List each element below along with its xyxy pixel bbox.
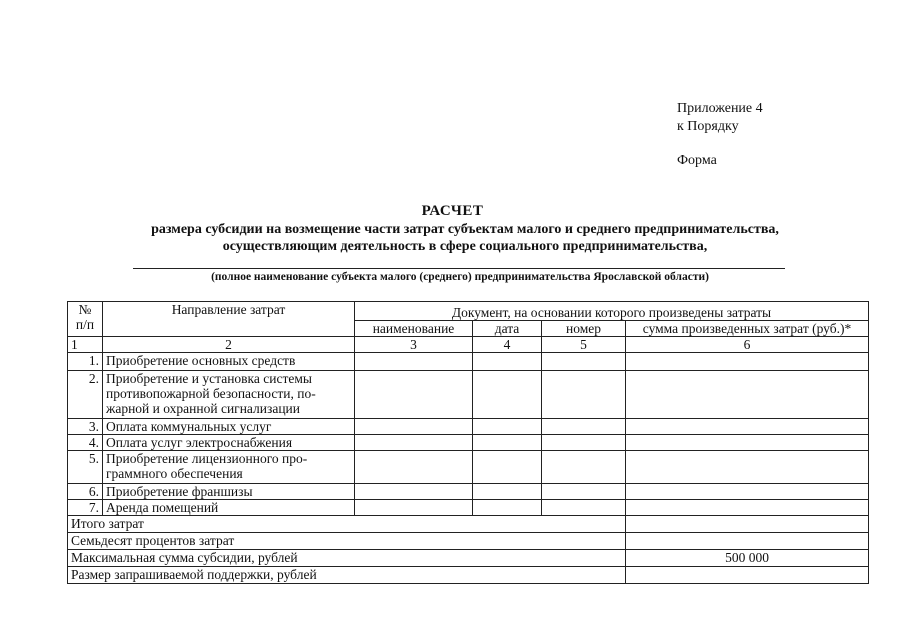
subtitle-line-2: осуществляющим деятельность в сфере социального предпринимательства, bbox=[222, 239, 708, 254]
doc-date-cell[interactable] bbox=[473, 451, 542, 484]
doc-date-cell[interactable] bbox=[473, 353, 542, 371]
table-row bbox=[68, 353, 869, 371]
doc-date-cell[interactable] bbox=[473, 500, 542, 516]
total-label: Итого затрат bbox=[68, 516, 626, 533]
doc-number-cell[interactable] bbox=[542, 451, 626, 484]
doc-number-cell[interactable] bbox=[542, 435, 626, 451]
index-cell: 2 bbox=[103, 337, 355, 353]
row-number: 3. bbox=[68, 419, 103, 435]
cost-calculation-table bbox=[67, 301, 869, 584]
entity-name-caption: (полное наименование субъекта малого (среднего) предпринимательства Ярославской области) bbox=[211, 271, 709, 283]
entity-name-fill-line bbox=[133, 268, 785, 269]
row-label: Оплата коммунальных услуг bbox=[103, 419, 355, 435]
row-label: Оплата услуг электроснабжения bbox=[103, 435, 355, 451]
header-document-group: Документ, на основании которого произведены затраты bbox=[355, 302, 869, 321]
table-header-row bbox=[68, 302, 869, 321]
total-value-cell[interactable] bbox=[626, 516, 869, 533]
amount-cell[interactable] bbox=[626, 484, 869, 500]
table-index-row bbox=[68, 337, 869, 353]
doc-number-cell[interactable] bbox=[542, 353, 626, 371]
row-number: 6. bbox=[68, 484, 103, 500]
doc-name-cell[interactable] bbox=[355, 419, 473, 435]
table-row bbox=[68, 435, 869, 451]
amount-cell[interactable] bbox=[626, 435, 869, 451]
table-row bbox=[68, 419, 869, 435]
doc-date-cell[interactable] bbox=[473, 484, 542, 500]
row-number: 7. bbox=[68, 500, 103, 516]
row-label: Приобретение основных средств bbox=[103, 353, 355, 371]
amount-cell[interactable] bbox=[626, 451, 869, 484]
doc-date-cell[interactable] bbox=[473, 435, 542, 451]
max-subsidy-row bbox=[68, 550, 869, 567]
appendix-number: Приложение 4 bbox=[677, 101, 763, 116]
max-subsidy-value: 500 000 bbox=[626, 550, 869, 567]
seventy-percent-row bbox=[68, 533, 869, 550]
table-row bbox=[68, 371, 869, 419]
index-cell: 6 bbox=[626, 337, 869, 353]
doc-number-cell[interactable] bbox=[542, 500, 626, 516]
header-direction: Направление затрат bbox=[103, 302, 355, 337]
index-cell: 5 bbox=[542, 337, 626, 353]
doc-name-cell[interactable] bbox=[355, 353, 473, 371]
amount-cell[interactable] bbox=[626, 353, 869, 371]
row-number: 5. bbox=[68, 451, 103, 484]
document-subtitle bbox=[70, 221, 860, 255]
row-label: Приобретение и установка системы противопожарной безопасности, по-жарной и охранной сигнализации bbox=[103, 371, 355, 419]
requested-support-value-cell[interactable] bbox=[626, 567, 869, 584]
row-label: Аренда помещений bbox=[103, 500, 355, 516]
doc-name-cell[interactable] bbox=[355, 451, 473, 484]
amount-cell[interactable] bbox=[626, 500, 869, 516]
doc-date-cell[interactable] bbox=[473, 419, 542, 435]
header-doc-name: наименование bbox=[355, 321, 473, 337]
total-row bbox=[68, 516, 869, 533]
seventy-percent-label: Семьдесят процентов затрат bbox=[68, 533, 626, 550]
header-doc-date: дата bbox=[473, 321, 542, 337]
seventy-percent-value-cell[interactable] bbox=[626, 533, 869, 550]
form-label: Форма bbox=[677, 153, 717, 168]
index-cell: 4 bbox=[473, 337, 542, 353]
table-row bbox=[68, 484, 869, 500]
row-number: 1. bbox=[68, 353, 103, 371]
amount-cell[interactable] bbox=[626, 419, 869, 435]
doc-number-cell[interactable] bbox=[542, 371, 626, 419]
max-subsidy-label: Максимальная сумма субсидии, рублей bbox=[68, 550, 626, 567]
requested-support-label: Размер запрашиваемой поддержки, рублей bbox=[68, 567, 626, 584]
row-label: Приобретение лицензионного про-граммного обеспечения bbox=[103, 451, 355, 484]
index-cell: 1 bbox=[68, 337, 103, 353]
doc-name-cell[interactable] bbox=[355, 435, 473, 451]
requested-support-row bbox=[68, 567, 869, 584]
document-title: РАСЧЕТ bbox=[421, 203, 484, 219]
header-doc-number: номер bbox=[542, 321, 626, 337]
index-cell: 3 bbox=[355, 337, 473, 353]
doc-date-cell[interactable] bbox=[473, 371, 542, 419]
table-row bbox=[68, 451, 869, 484]
doc-number-cell[interactable] bbox=[542, 484, 626, 500]
row-number: 2. bbox=[68, 371, 103, 419]
amount-cell[interactable] bbox=[626, 371, 869, 419]
doc-name-cell[interactable] bbox=[355, 500, 473, 516]
header-num: № п/п bbox=[68, 302, 103, 337]
doc-name-cell[interactable] bbox=[355, 371, 473, 419]
row-label: Приобретение франшизы bbox=[103, 484, 355, 500]
doc-name-cell[interactable] bbox=[355, 484, 473, 500]
subtitle-line-1: размера субсидии на возмещение части затрат субъектам малого и среднего предпринимательства, bbox=[151, 222, 779, 237]
appendix-block bbox=[677, 100, 763, 136]
header-amount: сумма произведенных затрат (руб.)* bbox=[626, 321, 869, 337]
doc-number-cell[interactable] bbox=[542, 419, 626, 435]
table-row bbox=[68, 500, 869, 516]
row-number: 4. bbox=[68, 435, 103, 451]
appendix-reference: к Порядку bbox=[677, 119, 739, 134]
